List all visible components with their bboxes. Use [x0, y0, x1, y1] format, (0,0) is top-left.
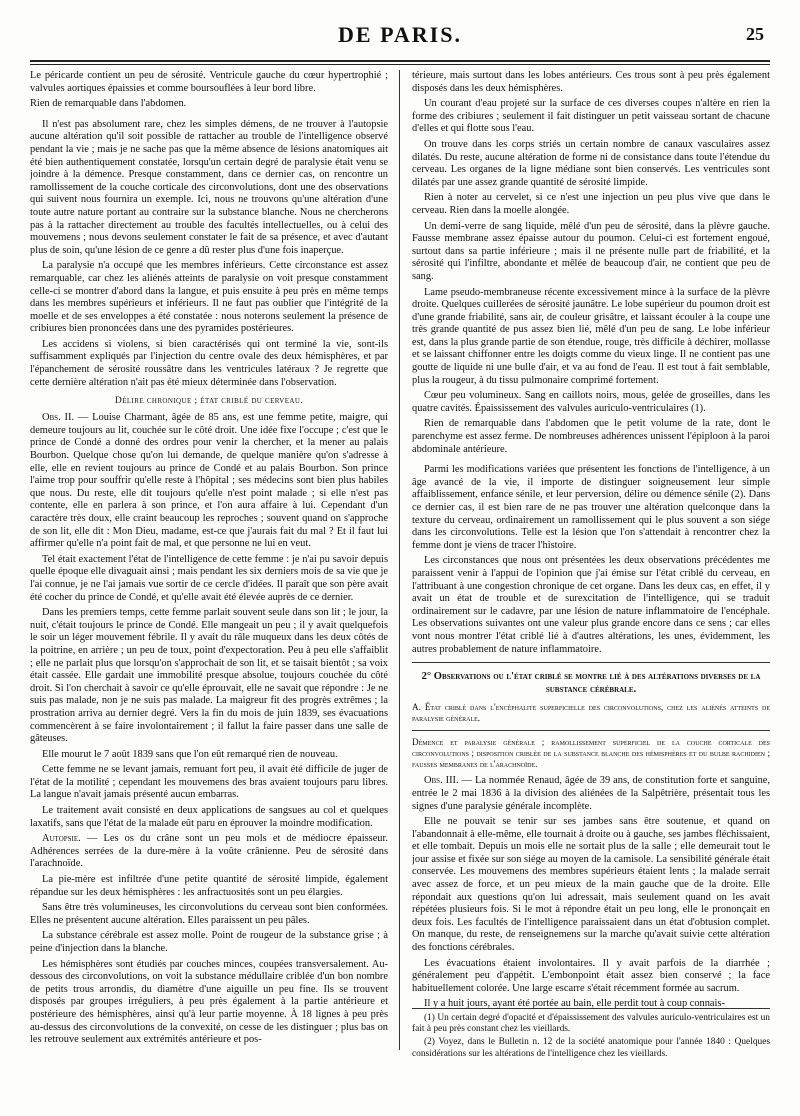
- text-columns: [30, 70, 770, 1050]
- paragraph: Dans les premiers temps, cette femme parlait souvent seule dans son lit ; le jour, la nuit, c'était toujours le prince de Condé. Elle mangeait un peu ; il y avait quelquefois le soir un léger mouvement fébrile. Il y avait du râle muqueux dans les deux côtés de la poitrine, en arrière ; un peu de toux, point d'expectoration. Peu à peu elle s'affaiblit ; elle ne parlait plus que lorsqu'on s'approchait de son lit, et se taisait bientôt ; sa voix était cassée. Elle gardait une immobilité presque absolue, toujours couchée du côté droit. Si l'on cherchait à savoir ce qu'elle éprouvait, elle ne savait que répondre : Je ne suis pas malade, non je ne suis pas malade. La maigreur fit des progrès extrêmes ; la prostration arriva au dernier degré. Vers la fin du mois de juin 1839, ses évacuations commencèrent à se faire involontairement ; il fallut la faire passer dans une salle de gâteuses.: [30, 607, 388, 745]
- paragraph: Le traitement avait consisté en deux applications de sangsues au col et quelques laxatifs, sans que l'état de la malade eût paru en éprouver la moindre modification.: [30, 805, 388, 829]
- page-header: [30, 22, 770, 56]
- footnote: (1) Un certain degré d'opacité et d'épaississement des valvules auriculo-ventriculaires est un fait à peu près constant chez les vieillards.: [412, 1013, 770, 1035]
- autopsy-text: — Les os du crâne sont un peu mols et de médiocre épaisseur. Adhérences serrées de la dure-mère à la voûte crânienne. Peu de sérosité dans l'arachnoïde.: [30, 833, 388, 870]
- page-number: 25: [746, 24, 764, 44]
- paragraph: La pie-mère est infiltrée d'une petite quantité de sérosité limpide, également répandue sur les deux hémisphères : les anfractuosités sont un peu élargies.: [30, 874, 388, 898]
- column-divider: [399, 70, 400, 1050]
- paragraph: Sans être très volumineuses, les circonvolutions du cerveau sont bien conformées. Elles ne présentent aucune altération. Elles paraissent un peu pâles.: [30, 902, 388, 926]
- header-rule: [30, 60, 770, 62]
- paragraph: Elle ne pouvait se tenir sur ses jambes sans être soutenue, et quand on l'abandonnait à elle-même, elle tournait à droite ou à gauche, ses jambes fléchissaient, et elle tombait. Depuis un mois elle ne sortait plus de la salle ; elle demeurait tout le jour assise et fixée sur son siége au moyen de la camisole. La sensibilité générale était conservée. Les mouvemens des membres supérieurs étaient lents ; la malade serrait avec assez de force, et un peu mieux de la main gauche que de la droite. Elle répondait aux questions qu'on lui adressait, mais seulement quand on les avait répétées plusieurs fois. Si le mot à répondre était un peu long, elle le prononçait en deux fois. Les facultés de l'intelligence paraissaient dans un état d'obtusion complet. On manque, du reste, de renseignemens sur la marche qu'avait suivie cette altération des fonctions cérébrales.: [412, 816, 770, 954]
- section-rule: [412, 730, 770, 731]
- paragraph: Les hémisphères sont étudiés par couches minces, coupées transversalement. Au-dessous des circonvolutions, on voit la substance médullaire criblée d'un bon nombre de petits trous arrondis, du diamètre d'une aiguille un peu fine. Ils se trouvent disposés par groupes irréguliers, à peu près également à la partie antérieure et postérieure des hémisphères, ainsi qu'à leur partie moyenne. À 18 lignes à peu près au-dessus des circonvolutions de la convexité, on cesse de les distinguer ; plus bas on les retrouve seulement aux extrémités antérieure et pos-: [30, 958, 388, 1046]
- observation-label: Obs. II.: [42, 412, 75, 424]
- header-rule-thin: [30, 64, 770, 65]
- paragraph: Rien de remarquable dans l'abdomen que le petit volume de la rate, dont le parenchyme est assez ferme. De nombreuses adhérences unissent l'épiploon à la paroi abdominale antérieure.: [412, 418, 770, 455]
- footnote: (2) Voyez, dans le Bulletin n. 12 de la société anatomique pour l'année 1840 : Quelques considérations sur les altérations de l'intelligence chez les vieillards.: [412, 1037, 770, 1059]
- paragraph: Parmi les modifications variées que présentent les fonctions de l'intelligence, à un âge avancé de la vie, il importe de distinguer soigneusement leur simple affaiblissement, enfance sénile, et leur perversion, délire ou démence sénile (2). Dans ce dernier cas, il est bien rare de ne pas trouver une altération quelconque dans la texture du cerveau, ordinairement un ramollissement qui le plus souvent a son siége dans les circonvolutions. Telle est la lésion que l'on s'attendait à rencontrer chez la femme dont je viens de tracer l'histoire.: [412, 464, 770, 551]
- observation-subheading: Délire chronique ; état criblé du cerveau.: [114, 395, 304, 407]
- paragraph: Les évacuations étaient involontaires. Il y avait parfois de la diarrhée ; généralement peu d'appétit. L'embonpoint était assez bien conservé ; la face habituellement colorée. Une large escarre s'était récemment formée au sacrum.: [412, 957, 770, 994]
- observation-paragraph: [412, 775, 770, 813]
- paragraph: Rien à noter au cervelet, si ce n'est une injection un peu plus vive que dans le cerveau. Rien dans la moelle alongée.: [412, 192, 770, 216]
- paragraph: Le péricarde contient un peu de sérosité. Ventricule gauche du cœur hypertrophié ; valvules aortiques épaissies et comme boursouflées à leur bord libre.: [30, 70, 388, 94]
- paragraph: Un courant d'eau projeté sur la surface de ces diverses coupes n'altère en rien la forme des cribiures ; seulement il fait distinguer un petit vaisseau sortant de chacune d'elles et qui flotte sous l'eau.: [412, 98, 770, 135]
- paragraph: Les circonstances que nous ont présentées les deux observations précédentes me paraissent venir à l'appui de l'opinion que j'ai émise sur l'état criblé du cerveau, en l'attribuant à une congestion chronique de cet organe. Dans les deux cas, en effet, il y avait un état de trouble et de surexcitation de l'intelligence, qui se traduit ordinairement sur le cadavre, par une lésion de nature inflammatoire de l'encéphale. Les observations suivantes ont une valeur plus grande encore dans ce sens ; car elles vont nous montrer l'état criblé lié à d'autres altérations, les unes, évidemment, les autres probablement de nature inflammatoire.: [412, 555, 770, 655]
- paragraph: La paralysie n'a occupé que les membres inférieurs. Cette circonstance est assez remarquable, car chez les aliénés atteints de paralysie on voit presque constamment celle-ci se montrer d'abord dans la langue, et puis ensuite à peu près en même temps dans les membres supérieurs et inférieurs. Il ne faut pas oublier que l'intégrité de la moelle et de ses enveloppes a été constatée : nous noterons seulement la présence de cribiures bien prononcées dans une des pyramides postérieures.: [30, 260, 388, 335]
- observation-text: — La nommée Renaud, âgée de 39 ans, de constitution forte et sanguine, entrée le 2 mai 1836 à la division des aliénées de la Salpêtrière, présentait tous les signes d'une paralysie générale incomplète.: [412, 775, 770, 812]
- section-rule: [412, 662, 770, 663]
- autopsy-label: Autopsie.: [42, 833, 81, 845]
- section-title: 2° Observations ou l'état criblé se montre lié à des altérations diverses de la substance cérébrale.: [421, 671, 761, 695]
- paragraph: Il n'est pas absolument rare, chez les simples démens, de ne trouver à l'autopsie aucune altération qu'il soit possible de rattacher au trouble de l'intelligence observé pendant la vie ; mais je ne sache pas que la même absence de lésions anatomiques ait été bien authentiquement constatée, lorsqu'un certain degré de paralysie était venu se joindre à la démence. Presque constamment, dans ce dernier cas, on rencontre un ramollissement de la couche corticale des circonvolutions, dont une des observations qui suivent nous fournira un exemple. Ici, nous ne trouvons qu'une altération d'une toute autre nature portant au contraire sur la substance blanche. Nous ne chercherons pas à la rattacher directement au trouble des facultés intellectuelles, ou à celui des mouvemens ; nous devons seulement constater le fait de sa présence, et avec d'autant plus de soin, qu'une lésion de ce genre a dû rester plus d'une fois inaperçue.: [30, 118, 388, 256]
- autopsy-paragraph: [30, 833, 388, 871]
- footnotes: [412, 1008, 770, 1083]
- paragraph: térieure, mais surtout dans les lobes antérieurs. Ces trous sont à peu près également disposés dans les deux hémisphères.: [412, 70, 770, 94]
- observation-label: Obs. III.: [424, 775, 459, 787]
- running-title: DE PARIS.: [338, 22, 462, 47]
- paragraph: Rien de remarquable dans l'abdomen.: [30, 98, 187, 110]
- paragraph: Elle mourut le 7 août 1839 sans que l'on eût remarqué rien de nouveau.: [42, 748, 338, 760]
- paragraph: Il y a huit jours, ayant été portée au bain, elle perdit tout à coup connais-: [424, 998, 725, 1010]
- paragraph: Tel était exactement l'état de l'intelligence de cette femme : je n'ai pu savoir depuis quelle époque elle divaguait ainsi ; mais pendant les six derniers mois de sa vie que je l'ai connue, je ne l'ai jamais vue sortir de ce cercle d'idées. Il paraît que son père avait été cocher du prince de Condé, et qu'elle avait été élevée auprès de ce dernier.: [30, 553, 388, 603]
- paragraph: Cette femme ne se levant jamais, remuant fort peu, il avait été difficile de juger de l'état de la motilité ; cependant les mouvemens des bras avaient toujours paru libres. La langue n'avait jamais présenté aucun embarras.: [30, 764, 388, 801]
- paragraph: Lame pseudo-membraneuse récente excessivement mince à la surface de la plèvre droite. Quelques cuillerées de sérosité jaunâtre. Le lobe supérieur du poumon droit est d'une grande friabilité, sans air, de couleur grisâtre, et laissant écouler à la coupe une très grande quantité de pus assez bien lié, mêlé d'un peu de sang. Le lobe inférieur est, dans la plus grande partie de son étendue, rouge, très difficile à déchirer, mollasse et se laissant chiffonner entre les doigts comme du vieux linge. Il ne contient pas une goutte de liquide ni une bulle d'air, et va au fond de l'eau. Il est tout à fait semblable, plus la rougeur, à du tissu pulmonaire comprimé fortement.: [412, 286, 770, 386]
- left-column: [30, 70, 388, 1050]
- section-subheading: A. État criblé dans l'encéphalite superficielle des circonvolutions, chez les aliénés atteints de paralysie générale.: [412, 702, 770, 724]
- right-column: [412, 70, 770, 1050]
- paragraph: Un demi-verre de sang liquide, mêlé d'un peu de sérosité, dans la plèvre gauche. Fausse membrane assez épaisse autour du poumon. Celui-ci est fortement engoué, surtout dans sa partie inférieure ; mais il ne présente nulle part de friabilité, et la sérosité qui l'infiltre, abondante et mêlée de beaucoup d'air, ne contient que peu de sang.: [412, 220, 770, 282]
- paragraph: On trouve dans les corps striés un certain nombre de canaux vasculaires assez dilatés. Du reste, aucune altération de forme ni de consistance dans toute l'étendue du cerveau. Les organes de la ligne médiane sont bien conservés. Les ventricules sont dilatés par une assez grande quantité de sérosité limpide.: [412, 138, 770, 188]
- observation-subheading: Démence et paralysie générale ; ramollissement superficiel de la couche corticale des circonvolutions ; disposition criblée de la substance blanche des hémisphères et du bulbe rachidien ; fausses membranes de l'arachnoïde.: [412, 737, 770, 770]
- paragraph: Cœur peu volumineux. Sang en caillots noirs, mous, gelée de groseilles, dans les quatre cavités. Épaississement des valvules auriculo-ventriculaires (1).: [412, 390, 770, 414]
- paragraph: Les accidens si violens, si bien caractérisés qui ont terminé la vie, sont-ils suffisamment expliqués par l'injection du centre ovale des deux hémisphères, et par l'épanchement de sérosité roussâtre dans les ventricules latéraux ? Je regrette que cette dernière altération n'ait pas été mieux déterminée dans l'observation.: [30, 338, 388, 388]
- paragraph: La substance cérébrale est assez molle. Point de rougeur de la substance grise ; à peine d'injection dans la blanche.: [30, 930, 388, 954]
- observation-text: — Louise Charmant, âgée de 85 ans, est une femme petite, maigre, qui demeure toujours au lit, couchée sur le côté droit. Une idée fixe l'occupe ; c'est que le prince de Condé a donné des ordres pour venir la chercher, et la mener au palais Bourbon. Quelque chose qu'on lui demande, de quelque manière qu'on s'adresse à elle, elle en revient toujours au prince de Condé et au palais Bourbon. Son prince l'aime trop pour souffrir qu'elle reste à l'hôpital ; ses médecins sont bien plus habiles que nous. Du reste, elle dit toujours qu'elle n'est point malade ; si elle n'est pas contente, elle en parlera à son prince, et l'on aura affaire à lui. Cependant d'un caractère très doux, elle craint beaucoup les reproches ; souvent quand on s'approche de son lit, elle dit : Mon Dieu, madame, est-ce que j'aurais fait du mal ? Et il faut lui affirmer qu'elle n'a point fait de mal, et que personne ne lui en veut.: [30, 412, 388, 550]
- observation-paragraph: [30, 412, 388, 551]
